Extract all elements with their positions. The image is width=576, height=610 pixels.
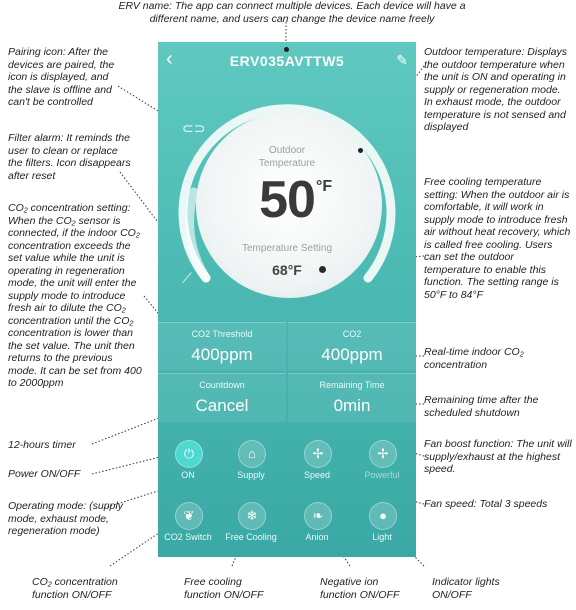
annotation-timer: 12-hours timer: [8, 439, 76, 451]
remaining-time-cell: [288, 373, 416, 422]
fan-boost-label: Powerful: [364, 470, 400, 480]
countdown-value: Cancel: [195, 396, 249, 415]
light-button[interactable]: [369, 502, 397, 530]
annotation-free-cooling-function: Free cooling function ON/OFF: [184, 576, 264, 601]
co2-threshold-value: 400ppm: [191, 345, 253, 364]
remaining-time-value: 0min: [333, 396, 371, 415]
annotation-realtime-co2: Real-time indoor CO₂ concentration: [424, 346, 524, 371]
temperature-setting-marker: [319, 266, 326, 273]
co2-switch-button[interactable]: [175, 502, 203, 530]
annotation-anion-function: Negative ion function ON/OFF: [320, 576, 400, 601]
power-button[interactable]: [175, 440, 203, 468]
annotation-power: Power ON/OFF: [8, 468, 81, 480]
temperature-setting-label: Temperature Setting: [241, 243, 333, 254]
light-drop-icon: ●: [379, 508, 387, 523]
supply-mode-icon: ⌂: [248, 446, 256, 461]
co2-switch-label: CO2 Switch: [164, 532, 212, 542]
annotation-outdoor-temperature: Outdoor temperature: Displays the outdoor temperature when the unit is ON and operating in supply or regeneration mode. In exhaust mode, the outdoor temperature is not sensed and displayed: [424, 46, 567, 133]
remaining-time-label: Remaining Time: [319, 380, 385, 390]
anion-leaf-icon: ❧: [312, 508, 324, 523]
co2-threshold-label: CO2 Threshold: [191, 329, 253, 339]
anion-label: Anion: [305, 532, 329, 542]
annotation-fan-boost: Fan boost function: The unit will supply/exhaust at the highest speed.: [424, 438, 572, 475]
outdoor-temperature-value: 50: [259, 171, 315, 229]
annotation-operating-mode: Operating mode: (supply mode, exhaust mode, regeneration mode): [8, 500, 123, 537]
snowflake-icon: ❄: [246, 508, 258, 523]
fan-boost-icon: ✢: [377, 446, 389, 461]
free-cooling-button[interactable]: [238, 502, 266, 530]
outdoor-temperature-label-2: Temperature: [258, 158, 316, 169]
co2-cell: [288, 322, 416, 371]
fan-speed-label: Speed: [303, 470, 331, 480]
annotation-filter-alarm: Filter alarm: It reminds the user to clean or replace the filters. Icon disappears after reset: [8, 132, 131, 182]
co2-value: 400ppm: [321, 345, 383, 364]
supply-mode-label: Supply: [237, 470, 265, 480]
countdown-cell[interactable]: [158, 373, 286, 422]
back-icon[interactable]: ‹: [166, 48, 173, 70]
power-label: ON: [181, 470, 195, 480]
outdoor-temperature-unit: °F: [316, 178, 333, 195]
edit-name-icon[interactable]: ✎: [396, 52, 408, 68]
annotation-remaining-time: Remaining time after the scheduled shutdown: [424, 394, 539, 419]
fan-icon: ✢: [312, 446, 324, 461]
fan-boost-button[interactable]: [369, 440, 397, 468]
supply-mode-button[interactable]: [238, 440, 266, 468]
co2-threshold-cell[interactable]: [158, 322, 286, 371]
outdoor-temperature-label: Outdoor: [268, 145, 306, 156]
annotation-erv-name: ERV name: The app can connect multiple devices. Each device will have a different name, and users can change the device name freely: [118, 0, 466, 25]
device-name[interactable]: ERV035AVTTW5: [229, 53, 345, 69]
annotation-indicator-lights: Indicator lights ON/OFF: [432, 576, 500, 601]
co2-label: CO2: [342, 329, 362, 339]
app-screen: [158, 42, 416, 557]
annotation-co2-setting: CO₂ concentration setting: When the CO₂ sensor is connected, if the indoor CO₂ concentration exceeds the set value while the unit is operating in regeneration mode, the unit will enter the supply mode to introduce fresh air to dilute the CO₂ concentration until the CO₂ concentration is lower than the set value. The unit then returns to the previous mode. It can be set from 400 to 2000ppm: [8, 202, 142, 389]
annotation-pairing-icon: Pairing icon: After the devices are paired, the icon is displayed, and the slave is offline and can't be controlled: [8, 46, 115, 108]
countdown-label: Countdown: [199, 380, 245, 390]
outdoor-temperature-marker: [358, 148, 363, 153]
leaf-icon: ❦: [183, 508, 195, 523]
filter-alarm-icon[interactable]: ⟋: [182, 270, 192, 286]
free-cooling-label: Free Cooling: [225, 532, 277, 542]
pairing-icon: ⊂⊃: [182, 120, 206, 136]
power-icon: ⏻: [183, 446, 195, 461]
light-label: Light: [372, 532, 392, 542]
annotation-free-cooling-setting: Free cooling temperature setting: When the outdoor air is comfortable, it will work in supply mode to introduce fresh air without heat recovery, which is called free cooling. Users can set the outdoor temperature to enable this function. The setting range is 50°F to 84°F: [424, 176, 571, 301]
fan-speed-button[interactable]: [304, 440, 332, 468]
annotation-fan-speed: Fan speed: Total 3 speeds: [424, 498, 548, 510]
temperature-setting-value[interactable]: 68°F: [272, 262, 302, 278]
anion-button[interactable]: [304, 502, 332, 530]
annotation-co2-function: CO₂ concentration function ON/OFF: [32, 576, 118, 601]
